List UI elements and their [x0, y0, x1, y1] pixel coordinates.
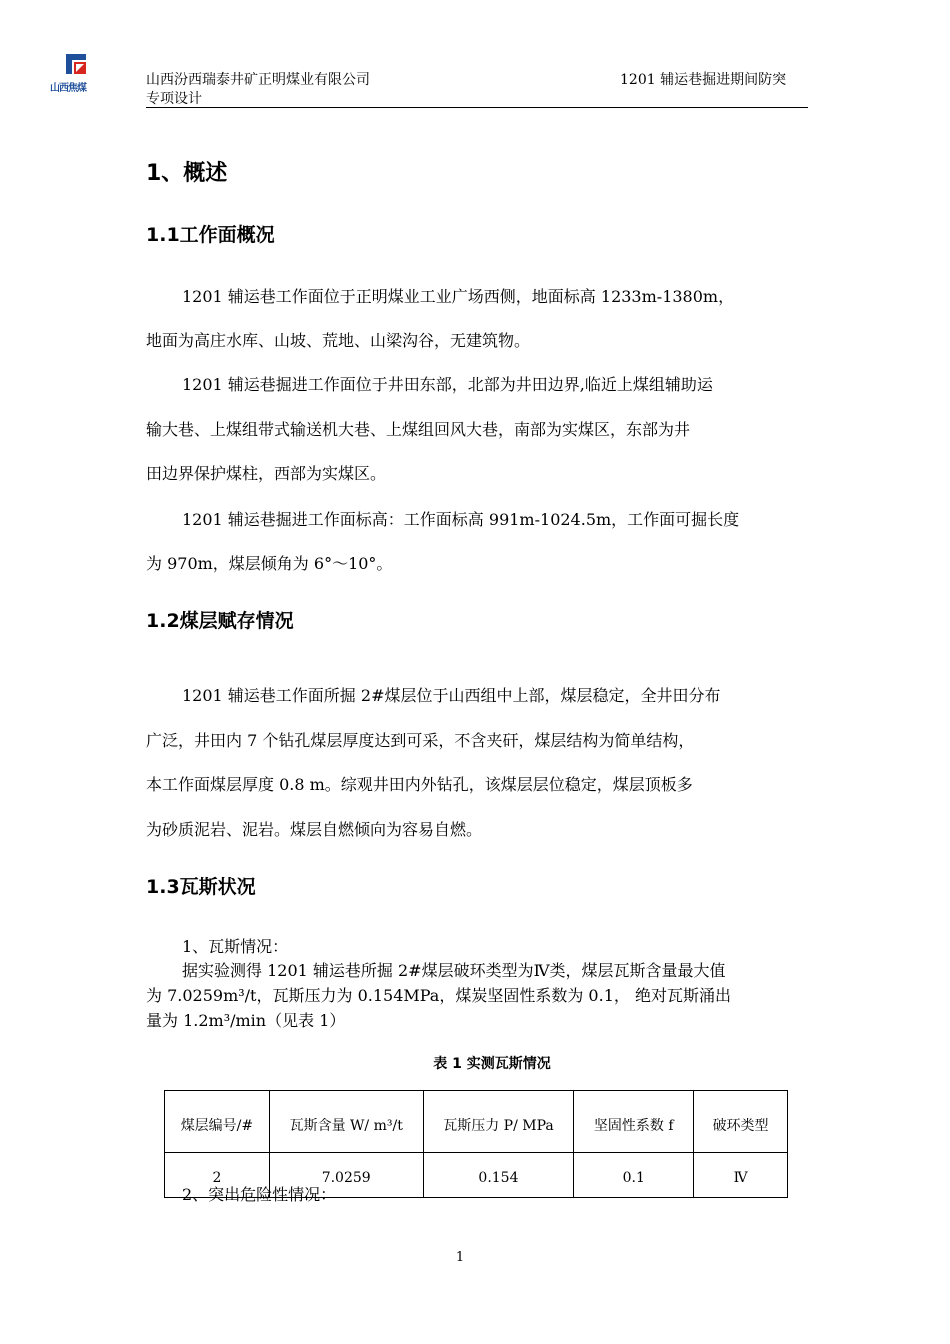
header-company: 山西汾西瑞泰井矿正明煤业有限公司 — [146, 72, 370, 88]
paragraph-line: 本工作面煤层厚度 0.8 m。综观井田内外钻孔，该煤层层位稳定，煤层顶板多 — [146, 775, 693, 794]
paragraph-line: 量为 1.2m³/min（见表 1） — [146, 1011, 346, 1030]
section-heading-1-2: 1.2煤层赋存情况 — [146, 610, 294, 632]
paragraph-line: 1201 辅运巷掘进工作面标高：工作面标高 991m-1024.5m，工作面可掘长度 — [182, 510, 740, 529]
paragraph-line: 1201 辅运巷工作面位于正明煤业工业广场西侧，地面标高 1233m-1380m， — [182, 287, 735, 306]
table-header-cell: 瓦斯含量 W/ m³/t — [269, 1091, 423, 1153]
section-heading-1-1: 1.1工作面概况 — [146, 224, 275, 246]
table-header-cell: 破环类型 — [694, 1091, 788, 1153]
table-cell: 0.154 — [423, 1153, 574, 1198]
section-heading-1-3: 1.3瓦斯状况 — [146, 876, 256, 898]
table-cell: 7.0259 — [269, 1153, 423, 1198]
paragraph-line: 田边界保护煤柱，西部为实煤区。 — [146, 464, 387, 483]
list-item: 1、瓦斯情况： — [182, 937, 289, 956]
gas-table — [164, 1090, 788, 1198]
table-header-row — [165, 1091, 788, 1153]
paragraph-line: 1201 辅运巷掘进工作面位于井田东部，北部为井田边界,临近上煤组辅助运 — [182, 375, 713, 394]
header-rule — [146, 107, 808, 108]
table-caption: 表 1 实测瓦斯情况 — [433, 1056, 551, 1072]
page-number: 1 — [455, 1250, 465, 1265]
table-header-cell: 坚固性系数 f — [574, 1091, 694, 1153]
header-subtitle: 专项设计 — [146, 91, 202, 107]
logo-text: 山西焦煤 — [50, 83, 86, 94]
paragraph-line: 地面为高庄水库、山坡、荒地、山梁沟谷，无建筑物。 — [146, 331, 531, 350]
paragraph-line: 输大巷、上煤组带式输送机大巷、上煤组回风大巷，南部为实煤区，东部为井 — [146, 420, 691, 439]
paragraph-line: 为砂质泥岩、泥岩。煤层自燃倾向为容易自燃。 — [146, 820, 483, 839]
table-cell: Ⅳ — [694, 1153, 788, 1198]
list-item: 2、突出危险性情况： — [182, 1185, 337, 1204]
paragraph-line: 为 970m，煤层倾角为 6°～10°。 — [146, 554, 393, 573]
table-header-cell: 煤层编号/# — [165, 1091, 270, 1153]
header-doc-title: 1201 辅运巷掘进期间防突 — [620, 72, 787, 88]
paragraph-line: 1201 辅运巷工作面所掘 2#煤层位于山西组中上部，煤层稳定，全井田分布 — [182, 686, 721, 705]
table-cell: 2 — [165, 1153, 270, 1198]
paragraph-line: 据实验测得 1201 辅运巷所掘 2#煤层破环类型为Ⅳ类，煤层瓦斯含量最大值 — [182, 961, 726, 980]
paragraph-line: 为 7.0259m³/t，瓦斯压力为 0.154MPa，煤炭坚固性系数为 0.1， 绝对瓦斯涌出 — [146, 986, 731, 1005]
paragraph-line: 广泛，井田内 7 个钻孔煤层厚度达到可采，不含夹矸，煤层结构为简单结构， — [146, 731, 695, 750]
table-header-cell: 瓦斯压力 P/ MPa — [423, 1091, 574, 1153]
table-cell: 0.1 — [574, 1153, 694, 1198]
section-heading-1: 1、概述 — [146, 161, 228, 186]
